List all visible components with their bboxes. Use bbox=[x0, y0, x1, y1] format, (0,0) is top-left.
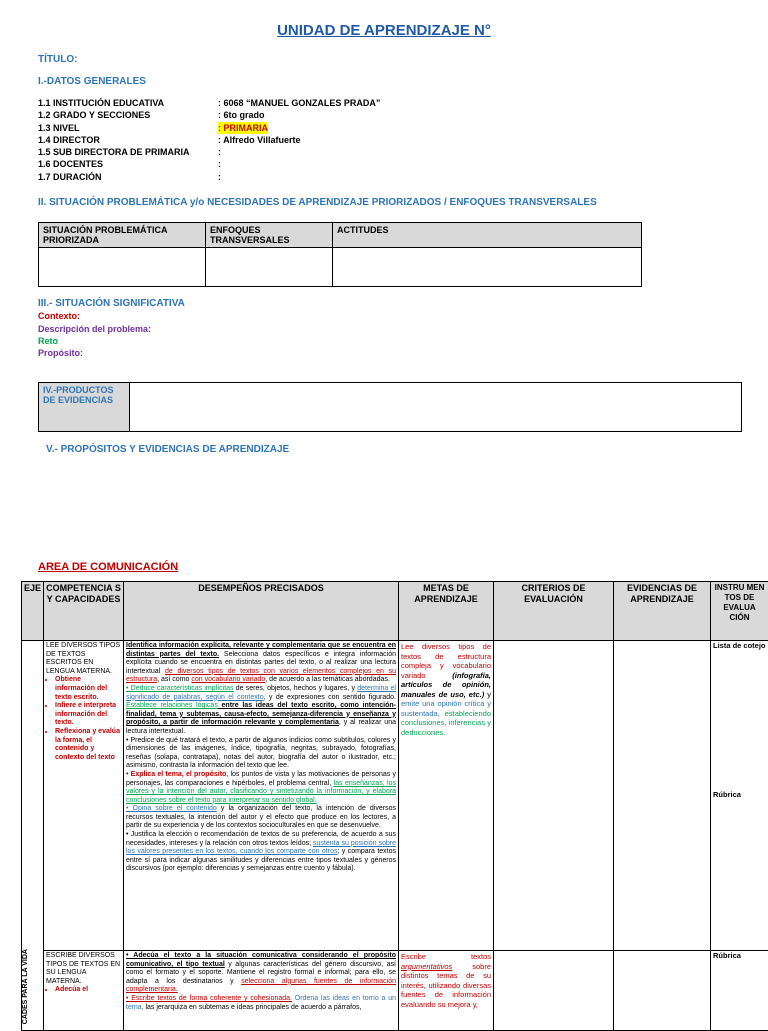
desempeno-item: • Justifica la elección o recomendación de textos de su preferencia, de acuerdo a sus necesidades, intereses y la relación con otros textos leídos; sustenta su posición sobre los valores presentes en los textos, cuando los comparte con otros; y compara textos entre sí para indicar algunas similitudes y diferencias entre tipos textuales y géneros discursivos (por ejemplo: diferencias y semejanzas entre cuento y fábula). bbox=[126, 831, 396, 874]
instrumentos-cell bbox=[711, 641, 768, 951]
desempeno-item: Identifica información explícita, relevante y complementaria que se encuentra en distintas partes del texto. Selecciona datos específicos e integra información explícita cuando se encuentra en distintas partes del texto, o al realizar una lectura intertextual de diversos tipos de textos con varios elementos complejos en su estructura, así como con vocabulario variado, de acuerdo a las temáticas abordadas. bbox=[126, 642, 396, 685]
competencia-cell bbox=[44, 641, 124, 951]
datos-generales-heading: I.-DATOS GENERALES bbox=[38, 76, 146, 87]
nivel-highlight: : PRIMARIA bbox=[218, 122, 268, 134]
enfoques-col-header: ENFOQUES TRANSVERSALES bbox=[206, 223, 333, 248]
eje-cell bbox=[22, 641, 44, 1031]
propositos-heading: V.- PROPÓSITOS Y EVIDENCIAS DE APRENDIZAJE bbox=[46, 444, 289, 455]
contexto-label: Contexto: bbox=[38, 310, 185, 322]
reto-label: Reto bbox=[38, 335, 185, 347]
general-row: 1.6 DOCENTES : bbox=[38, 158, 380, 170]
metas-cell: Lee diversos tipos de textos de estructura compleja y vocabulario variado (infografía, artículos de opinión, manuales de uso, etc.) y emite una opinión crítica y sustentada, estableciendo conclusiones, inferencias y deducciones. bbox=[399, 641, 494, 951]
desempeno-item: • Adecúa el texto a la situación comunicativa considerando el propósito comunicativo, el tipo textual y algunas características del género discursivo, así como el formato y el soporte. Mantiene el registro formal e informal; para ello, se adapta a los destinatarios y selecciona algunas fuentes de información complementaria. bbox=[126, 952, 396, 995]
desempeno-item: • Deduce características implícitas de seres, objetos, hechos y lugares, y determina el significado de palabras, según el contexto, y de expresiones con sentido figurado. Establece relaciones lógicas entre las ideas del texto escrito, como intención-finalidad, tema y subtemas, causa-efecto, semejanza-diferencia y enseñanza y propósito, a partir de información relevante y complementaria, y al realizar una lectura intertextual. bbox=[126, 685, 396, 737]
header-eje: EJE bbox=[22, 582, 44, 641]
situacion-cell[interactable] bbox=[39, 248, 206, 287]
desempenos-cell bbox=[124, 641, 399, 951]
situacion-significativa bbox=[38, 298, 185, 359]
instrumento-rubrica: Rúbrica bbox=[713, 791, 766, 800]
competencias-table bbox=[21, 581, 768, 1031]
document-title: UNIDAD DE APRENDIZAJE N° bbox=[0, 22, 768, 39]
proposito-label: Propósito: bbox=[38, 347, 185, 359]
eje-label: CADES PARA LA VIDA bbox=[22, 949, 31, 1024]
capacidad-item: • Adecúa el bbox=[55, 986, 121, 995]
situacion-table bbox=[38, 222, 642, 287]
general-row: 1.2 GRADO Y SECCIONES : 6to grado bbox=[38, 109, 380, 121]
capacidad-item: • Infiere e interpreta información del texto. bbox=[55, 702, 121, 728]
criterios-cell[interactable] bbox=[494, 951, 614, 1031]
productos-table bbox=[38, 382, 742, 432]
desempenos-cell bbox=[124, 951, 399, 1031]
instrumento-rubrica: Rúbrica bbox=[713, 952, 766, 961]
actitudes-cell[interactable] bbox=[333, 248, 642, 287]
criterios-cell[interactable] bbox=[494, 641, 614, 951]
competencia-title: ESCRIBE DIVERSOS TIPOS DE TEXTOS EN SU LENGUA MATERNA. bbox=[46, 952, 121, 986]
actitudes-col-header: ACTITUDES bbox=[333, 223, 642, 248]
productos-cell[interactable] bbox=[130, 383, 742, 432]
general-row: 1.5 SUB DIRECTORA DE PRIMARIA : bbox=[38, 146, 380, 158]
situacion-col-header: SITUACIÓN PROBLEMÁTICA PRIORIZADA bbox=[39, 223, 206, 248]
capacidad-item: • Reflexiona y evalúa la forma, el contenido y contexto del texto bbox=[55, 728, 121, 762]
header-desempenos: DESEMPEÑOS PRECISADOS bbox=[124, 582, 399, 641]
capacidades-list bbox=[46, 676, 121, 762]
general-row: 1.7 DURACIÓN : bbox=[38, 171, 380, 183]
header-metas: METAS DE APRENDIZAJE bbox=[399, 582, 494, 641]
competencia-title: LEE DIVERSOS TIPOS DE TEXTOS ESCRITOS EN LENGUA MATERNA. bbox=[46, 642, 121, 676]
general-row: 1.3 NIVEL : PRIMARIA bbox=[38, 122, 380, 134]
capacidades-list bbox=[46, 986, 121, 995]
significativa-heading: III.- SITUACIÓN SIGNIFICATIVA bbox=[38, 298, 185, 310]
instrumentos-cell bbox=[711, 951, 768, 1031]
metas-cell: Escribe textos argumentativos sobre distintos temas de su interés, utilizando diversas fuentes de información evaluando su mejora y, bbox=[399, 951, 494, 1031]
situacion-heading: II. SITUACIÓN PROBLEMÁTICA y/o NECESIDADES DE APRENDIZAJE PRIORIZADOS / ENFOQUES TRANSVERSALES bbox=[38, 197, 597, 208]
instrumento-lista-cotejo: Lista de cotejo bbox=[713, 642, 766, 651]
titulo-label: TÍTULO: bbox=[38, 54, 77, 65]
desempeno-item: • Explica el tema, el propósito, los puntos de vista y las motivaciones de personas y personajes, las comparaciones e hipérboles, el problema central, las enseñanzas, los valores y la intención del autor, clasificando y sintetizando la información, y elabora conclusiones sobre el texto para interpretar su sentido global. bbox=[126, 771, 396, 805]
datos-generales-list bbox=[38, 97, 380, 183]
competencia-cell bbox=[44, 951, 124, 1031]
desempeno-item: • Predice de qué tratará el texto, a partir de algunos indicios como subtítulos, colores y dimensiones de las imágenes, índice, tipografía, negritas, subrayado, fotografías, reseñas (solapa, contratapa), notas del autor, biografía del autor o ilustrador, etc.; asimismo, contrasta la información del texto que lee. bbox=[126, 737, 396, 771]
evidencias-cell[interactable] bbox=[614, 951, 711, 1031]
descripcion-label: Descripción del problema: bbox=[38, 323, 185, 335]
header-instrumentos: INSTRU MEN TOS DE EVALUA CIÓN bbox=[711, 582, 768, 641]
capacidad-item: • Obtiene información del texto escrito. bbox=[55, 676, 121, 702]
header-criterios: CRITERIOS DE EVALUACIÓN bbox=[494, 582, 614, 641]
desempeno-item: • Escribe textos de forma coherente y cohesionada. Ordena las ideas en torno a un tema, las jerarquiza en subtemas e ideas principales de acuerdo a párrafos, bbox=[126, 995, 396, 1012]
enfoques-cell[interactable] bbox=[206, 248, 333, 287]
general-row: 1.4 DIRECTOR : Alfredo Villafuerte bbox=[38, 134, 380, 146]
general-row: 1.1 INSTITUCIÓN EDUCATIVA : 6068 “MANUEL GONZALES PRADA” bbox=[38, 97, 380, 109]
header-evidencias: EVIDENCIAS DE APRENDIZAJE bbox=[614, 582, 711, 641]
evidencias-cell[interactable] bbox=[614, 641, 711, 951]
desempeno-item: • Opina sobre el contenido y la organización del texto, la intención de diversos recursos textuales, la intención del autor y el efecto que produce en los lectores, a partir de su experiencia y de los contextos socioculturales en que se desenvuelve. bbox=[126, 805, 396, 831]
productos-label: IV.-PRODUCTOS DE EVIDENCIAS bbox=[39, 383, 130, 432]
area-heading: AREA DE COMUNICACIÓN bbox=[38, 561, 178, 573]
header-competencias: COMPETENCIA S Y CAPACIDADES bbox=[44, 582, 124, 641]
